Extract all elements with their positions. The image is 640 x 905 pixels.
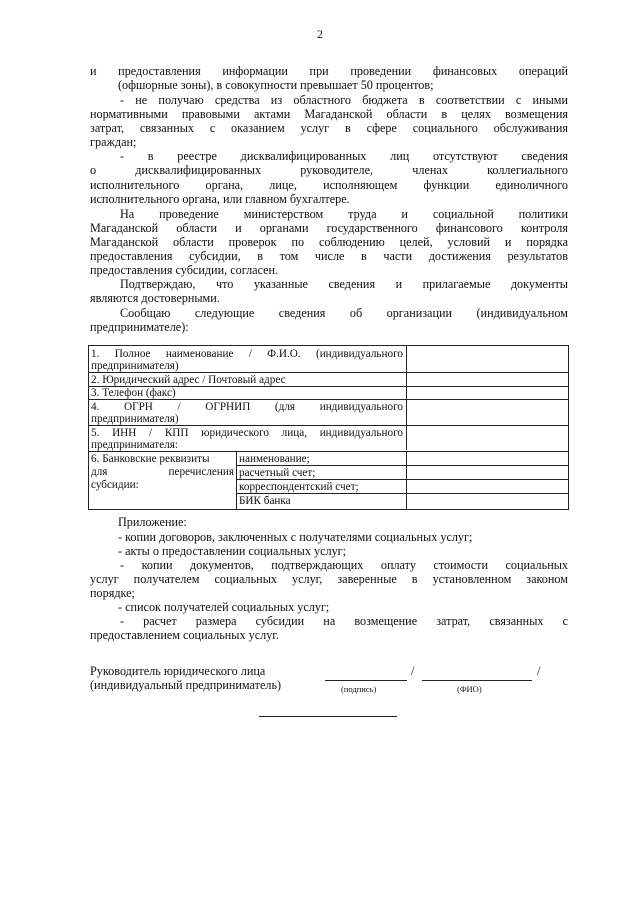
table-cell: 3. Телефон (факс) [91,387,176,399]
attachment-item: - акты о предоставлении социальных услуг; [118,544,347,558]
body-line: исполнительного органа, лице, исполняющем функции единоличного [90,178,568,192]
body-line: и предоставления информации при проведении финансовых операций [90,64,568,78]
page-number: 2 [317,27,323,41]
attachment-item: услуг получателем социальных услуг, заверенные в установленном законом [90,572,568,586]
attachment-item: порядке; [90,586,135,600]
table-cell: 5. ИНН / КПП юридического лица, индивидуального [91,427,403,439]
table-cell: 4. ОГРН / ОГРНИП (для индивидуального [91,401,403,413]
attachment-item: - копии документов, подтверждающих оплату стоимости социальных [120,558,568,572]
body-line: нормативными правовыми актами Магаданской области в целях возмещения [90,107,568,121]
table-divider [236,451,237,510]
table-divider [406,345,407,450]
table-cell: 6. Банковские реквизиты [91,453,210,465]
body-line: исполнительного органа, или главном бухгалтере. [90,192,350,206]
body-line: - в реестре дисквалифицированных лиц отсутствуют сведения [120,149,568,163]
body-line: Подтверждаю, что указанные сведения и прилагаемые документы [120,277,568,291]
attachment-item: - расчет размера субсидии на возмещение затрат, связанных с [120,614,568,628]
signature-caption: (подпись) [341,684,377,694]
table-cell: БИК банка [239,495,291,507]
signature-role: Руководитель юридического лица [90,664,266,678]
table-cell: предпринимателя) [91,360,179,372]
closing-line [259,716,397,717]
body-line: затрат, связанных с оказанием услуг в сфере социального обслуживания [90,121,568,135]
body-line: о дисквалифицированных руководителе, членах коллегиального [90,163,568,177]
signature-role: (индивидуальный предприниматель) [90,678,282,692]
name-caption: (ФИО) [457,684,482,694]
table-cell: предпринимателя: [91,439,179,451]
name-line [422,680,532,681]
body-line: Сообщаю следующие сведения об организации (индивидуальном [120,306,568,320]
attachment-item: предоставлением социальных услуг. [90,628,279,642]
table-cell: наименование; [239,453,310,465]
body-line: (офшорные зоны), в совокупности превышает 50 процентов; [118,78,434,92]
table-cell: расчетный счет; [239,467,316,479]
signature-slash: / [537,664,541,678]
table-divider [406,451,407,510]
body-line: На проведение министерством труда и социальной политики [120,207,568,221]
body-line: - не получаю средства из областного бюджета в соответствии с иными [120,93,568,107]
body-line: Магаданской области и органами государственного финансового контроля [90,221,568,235]
table-cell: предпринимателя) [91,413,179,425]
table-cell: 1. Полное наименование / Ф.И.О. (индивидуального [91,348,403,360]
body-line: предпринимателе): [90,320,189,334]
attachment-item: - список получателей социальных услуг; [118,600,330,614]
signature-line [325,680,407,681]
attachment-item: - копии договоров, заключенных с получателями социальных услуг; [118,530,473,544]
attachments-title: Приложение: [118,515,187,529]
table-cell: для перечисления [91,466,234,478]
body-line: предоставления субсидии, согласен. [90,263,279,277]
body-line: Магаданской области проверок по соблюдению целей, условий и порядка [90,235,568,249]
table-cell: 2. Юридический адрес / Почтовый адрес [91,374,286,386]
body-line: граждан; [90,135,137,149]
signature-slash: / [411,664,415,678]
body-line: являются достоверными. [90,291,220,305]
table-cell: корреспондентский счет; [239,481,359,493]
table-cell: субсидии: [91,479,139,491]
body-line: предоставления субсидии, в том числе в части достижения результатов [90,249,568,263]
